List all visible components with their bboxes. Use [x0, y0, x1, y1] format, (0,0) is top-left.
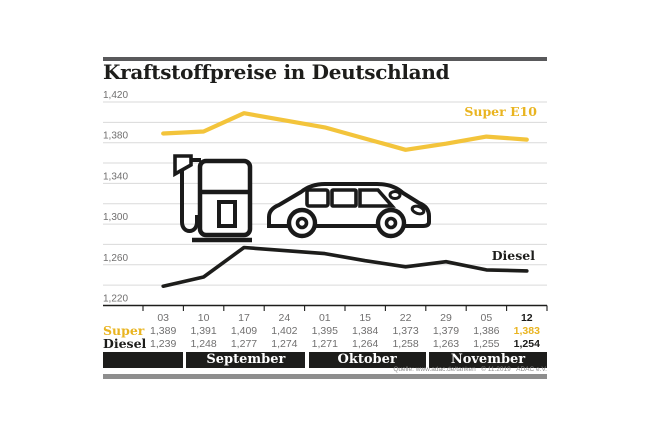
y-axis-label: 1,420	[103, 90, 129, 101]
price-cell: 1,389	[150, 325, 177, 337]
series-label-super-e10: Super E10	[464, 104, 537, 119]
car-icon	[261, 171, 437, 241]
price-cell: 1,239	[150, 338, 177, 350]
date-cell: 22	[399, 312, 412, 324]
date-axis-row	[103, 312, 547, 324]
price-cell: 1,271	[311, 338, 338, 350]
price-cell: 1,384	[352, 325, 379, 337]
price-cell: 1,391	[190, 325, 217, 337]
price-cell: 1,277	[230, 338, 258, 350]
date-cell: 10	[197, 312, 210, 324]
month-bar-oktober: Oktober	[309, 352, 426, 368]
month-bar-blank	[103, 352, 183, 368]
price-cell: 1,264	[352, 338, 379, 350]
date-cell: 12	[520, 312, 533, 324]
price-cell: 1,255	[473, 338, 500, 350]
series-line-diesel	[163, 248, 527, 287]
date-cell: 01	[318, 312, 331, 324]
price-cell: 1,258	[392, 338, 419, 350]
price-cell: 1,263	[432, 338, 460, 350]
price-cell: 1,402	[271, 325, 298, 337]
price-cell: 1,383	[513, 325, 540, 337]
fuel-pump-icon	[170, 152, 254, 244]
date-cell: 29	[440, 312, 452, 324]
table-row-super	[103, 325, 547, 337]
y-axis-label: 1,220	[103, 293, 129, 305]
y-axis-label: 1,380	[103, 130, 129, 142]
infographic-content	[103, 0, 547, 436]
y-axis-label: 1,300	[103, 212, 129, 224]
price-cell: 1,386	[473, 325, 500, 337]
bottom-divider-bar	[103, 374, 547, 379]
price-cell: 1,373	[392, 325, 419, 337]
row-label-super: Super	[103, 323, 145, 338]
date-cell: 24	[278, 312, 291, 324]
price-cell: 1,395	[311, 325, 338, 337]
price-cell: 1,254	[513, 338, 540, 350]
month-bar-november: November	[429, 352, 547, 368]
table-row-diesel	[103, 338, 547, 350]
date-cell: 17	[238, 312, 250, 324]
price-cell: 1,379	[432, 325, 460, 337]
date-cell: 05	[480, 312, 493, 324]
series-label-diesel: Diesel	[491, 248, 535, 263]
page-title: Kraftstoffpreise in Deutschland	[103, 60, 450, 84]
price-cell: 1,248	[190, 338, 217, 350]
source-credit: Quelle: www.adac.de/tanken © 11.2019 ADAC e.V.	[393, 366, 547, 373]
date-cell: 15	[359, 312, 372, 324]
y-axis-label: 1,260	[103, 252, 129, 264]
price-cell: 1,274	[271, 338, 298, 350]
month-bar-september: September	[186, 352, 305, 368]
date-cell: 03	[157, 312, 170, 324]
y-axis-label: 1,340	[103, 171, 129, 183]
row-label-diesel: Diesel	[103, 336, 147, 351]
price-cell: 1,409	[230, 325, 258, 337]
